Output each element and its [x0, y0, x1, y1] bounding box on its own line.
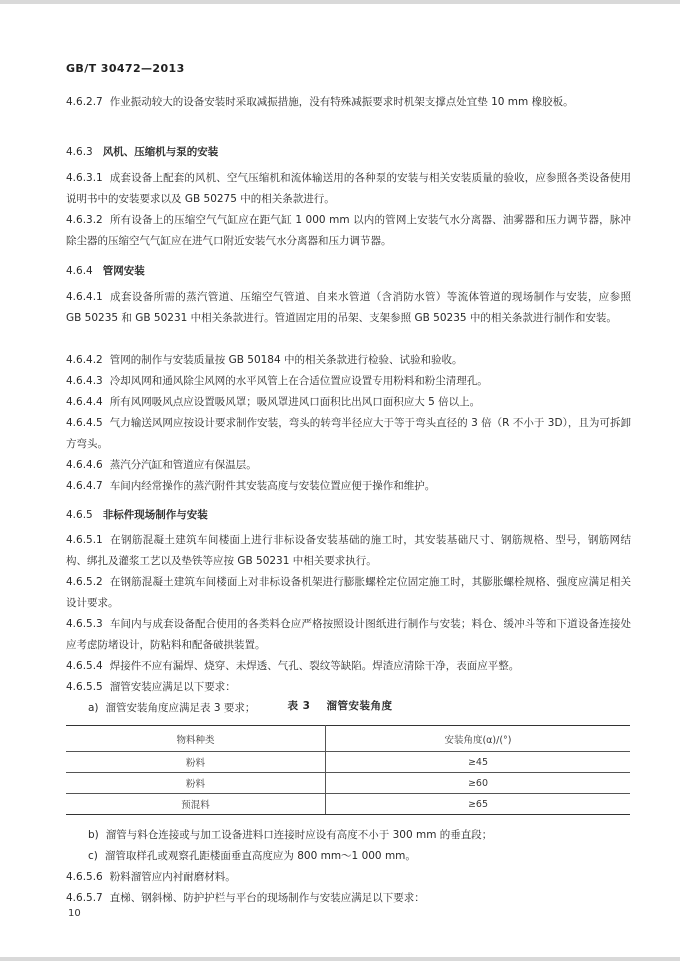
page-number: 10	[68, 908, 81, 919]
clause-number: 4.6.5.7	[66, 892, 103, 904]
clause-text: 气力输送风网应按设计要求制作安装，弯头的转弯半径应大于等于弯头直径的 3 倍（R 不小于 3D），且为可拆卸方弯头。	[66, 417, 631, 450]
clause-text: 成套设备所需的蒸汽管道、压缩空气管道、自来水管道（含消防水管）等流体管道的现场制作与安装，应参照 GB 50235 和 GB 50231 中相关条款进行。管道固定用的吊架、支架参照 GB 50235 中的相关条款进行制作和安装。	[66, 291, 631, 324]
clause-4-6-4-1	[66, 287, 631, 329]
clause-text: 作业振动较大的设备安装时采取减振措施，没有特殊减振要求时机架支撑点处宜垫 10 mm 橡胶板。	[109, 96, 574, 108]
clause-4-6-5-2	[66, 572, 631, 614]
clause-number: 4.6.4.3	[66, 375, 103, 387]
section-4-6-3	[66, 145, 218, 159]
clause-4-6-5-6	[66, 867, 626, 888]
clause-4-6-4-4	[66, 392, 626, 413]
clause-text: 在钢筋混凝土建筑车间楼面上对非标设备机架进行膨胀螺栓定位固定施工时，其膨胀螺栓规格、强度应满足相关设计要求。	[66, 576, 631, 609]
clause-4-6-5-1	[66, 530, 631, 572]
clause-4-6-5-7	[66, 888, 626, 909]
section-4-6-4	[66, 264, 145, 278]
clause-4-6-4-6	[66, 455, 626, 476]
table-title: 溜管安装角度	[326, 700, 393, 712]
clause-number: 4.6.5.2	[66, 576, 103, 588]
clause-text: 冷却风网和通风除尘风网的水平风管上在合适位置应设置专用粉料和粉尘清理孔。	[109, 375, 488, 387]
table-cell: 预混料	[66, 794, 325, 815]
clause-4-6-5-5	[66, 677, 626, 698]
clause-text: 管网的制作与安装质量按 GB 50184 中的相关条款进行检验、试验和验收。	[109, 354, 463, 366]
clause-number: 4.6.4.5	[66, 417, 103, 429]
clause-4-6-4-2	[66, 350, 626, 371]
section-title: 非标件现场制作与安装	[102, 509, 208, 521]
list-text: 溜管与料仓连接或与加工设备进料口连接时应设有高度不小于 300 mm 的垂直段；	[105, 829, 493, 841]
clause-4-6-5-4	[66, 656, 626, 677]
table-header-cell: 物料种类	[66, 726, 325, 752]
clause-number: 4.6.5.1	[66, 534, 103, 546]
standard-number: GB/T 30472—2013	[66, 62, 185, 75]
clause-text: 直梯、钢斜梯、防护护栏与平台的现场制作与安装应满足以下要求：	[109, 892, 425, 904]
table-row	[66, 773, 630, 794]
clause-4-6-2-7	[66, 92, 631, 113]
list-marker: b)	[88, 829, 99, 841]
page-top-edge	[0, 0, 680, 4]
table-cell: 粉料	[66, 773, 325, 794]
clause-text: 在钢筋混凝土建筑车间楼面上进行非标设备安装基础的施工时，其安装基础尺寸、钢筋规格、型号，钢筋网结构、绑扎及灌浆工艺以及垫铁等应按 GB 50231 中相关要求执行。	[66, 534, 631, 567]
clause-text: 所有风网吸风点应设置吸风罩；吸风罩进风口面积比出风口面积应大 5 倍以上。	[109, 396, 481, 408]
clause-text: 车间内经常操作的蒸汽附件其安装高度与安装位置应便于操作和维护。	[109, 480, 436, 492]
list-item-c	[88, 846, 648, 867]
clause-text: 车间内与成套设备配合使用的各类料仓应严格按照设计图纸进行制作与安装；料仓、缓冲斗等和下道设备连接处应考虑防堵设计，防粘料和配备破拱装置。	[66, 618, 631, 651]
table-row	[66, 752, 630, 773]
clause-number: 4.6.5.6	[66, 871, 103, 883]
clause-4-6-4-3	[66, 371, 626, 392]
clause-text: 成套设备上配套的风机、空气压缩机和流体输送用的各种泵的安装与相关安装质量的验收，应参照各类设备使用说明书中的安装要求以及 GB 50275 中的相关条款进行。	[66, 172, 631, 205]
clause-number: 4.6.5.4	[66, 660, 103, 672]
list-item-b	[88, 825, 648, 846]
clause-number: 4.6.3.2	[66, 214, 103, 226]
list-marker: c)	[88, 850, 98, 862]
clause-number: 4.6.4.6	[66, 459, 103, 471]
clause-4-6-5-3	[66, 614, 631, 656]
table-cell: ≥60	[325, 773, 630, 794]
section-number: 4.6.3	[66, 146, 93, 158]
clause-number: 4.6.5.3	[66, 618, 103, 630]
clause-number: 4.6.4.1	[66, 291, 103, 303]
table-cell: 粉料	[66, 752, 325, 773]
table-header-row	[66, 726, 630, 752]
list-text: 溜管取样孔或观察孔距楼面垂直高度应为 800 mm～1 000 mm。	[104, 850, 416, 862]
section-4-6-5	[66, 508, 208, 522]
clause-4-6-4-5	[66, 413, 631, 455]
table-cell: ≥45	[325, 752, 630, 773]
list-text: 溜管安装角度应满足表 3 要求；	[105, 702, 256, 714]
table-cell: ≥65	[325, 794, 630, 815]
pipe-angle-table	[66, 725, 630, 815]
page-bottom-edge	[0, 957, 680, 961]
clause-number: 4.6.4.7	[66, 480, 103, 492]
table-row	[66, 794, 630, 815]
clause-text: 蒸汽分汽缸和管道应有保温层。	[109, 459, 257, 471]
clause-text: 粉料溜管应内衬耐磨材料。	[109, 871, 236, 883]
clause-4-6-3-2	[66, 210, 631, 252]
clause-4-6-3-1	[66, 168, 631, 210]
clause-text: 所有设备上的压缩空气气缸应在距气缸 1 000 mm 以内的管网上安装气水分离器、油雾器和压力调节器，脉冲除尘器的压缩空气气缸应在进气口附近安装气水分离器和压力调节器。	[66, 214, 631, 247]
table-caption	[0, 698, 680, 713]
clause-number: 4.6.2.7	[66, 96, 103, 108]
clause-number: 4.6.4.2	[66, 354, 103, 366]
table-number: 表 3	[287, 700, 311, 712]
section-number: 4.6.5	[66, 509, 93, 521]
section-title: 风机、压缩机与泵的安装	[102, 146, 219, 158]
clause-number: 4.6.3.1	[66, 172, 103, 184]
section-number: 4.6.4	[66, 265, 93, 277]
clause-number: 4.6.5.5	[66, 681, 103, 693]
clause-text: 焊接件不应有漏焊、烧穿、未焊透、气孔、裂纹等缺陷。焊渣应清除干净，表面应平整。	[109, 660, 520, 672]
list-marker: a)	[88, 702, 99, 714]
clause-4-6-4-7	[66, 476, 626, 497]
section-title: 管网安装	[102, 265, 145, 277]
clause-text: 溜管安装应满足以下要求：	[109, 681, 236, 693]
clause-number: 4.6.4.4	[66, 396, 103, 408]
table-header-cell: 安装角度(α)/(°)	[325, 726, 630, 752]
